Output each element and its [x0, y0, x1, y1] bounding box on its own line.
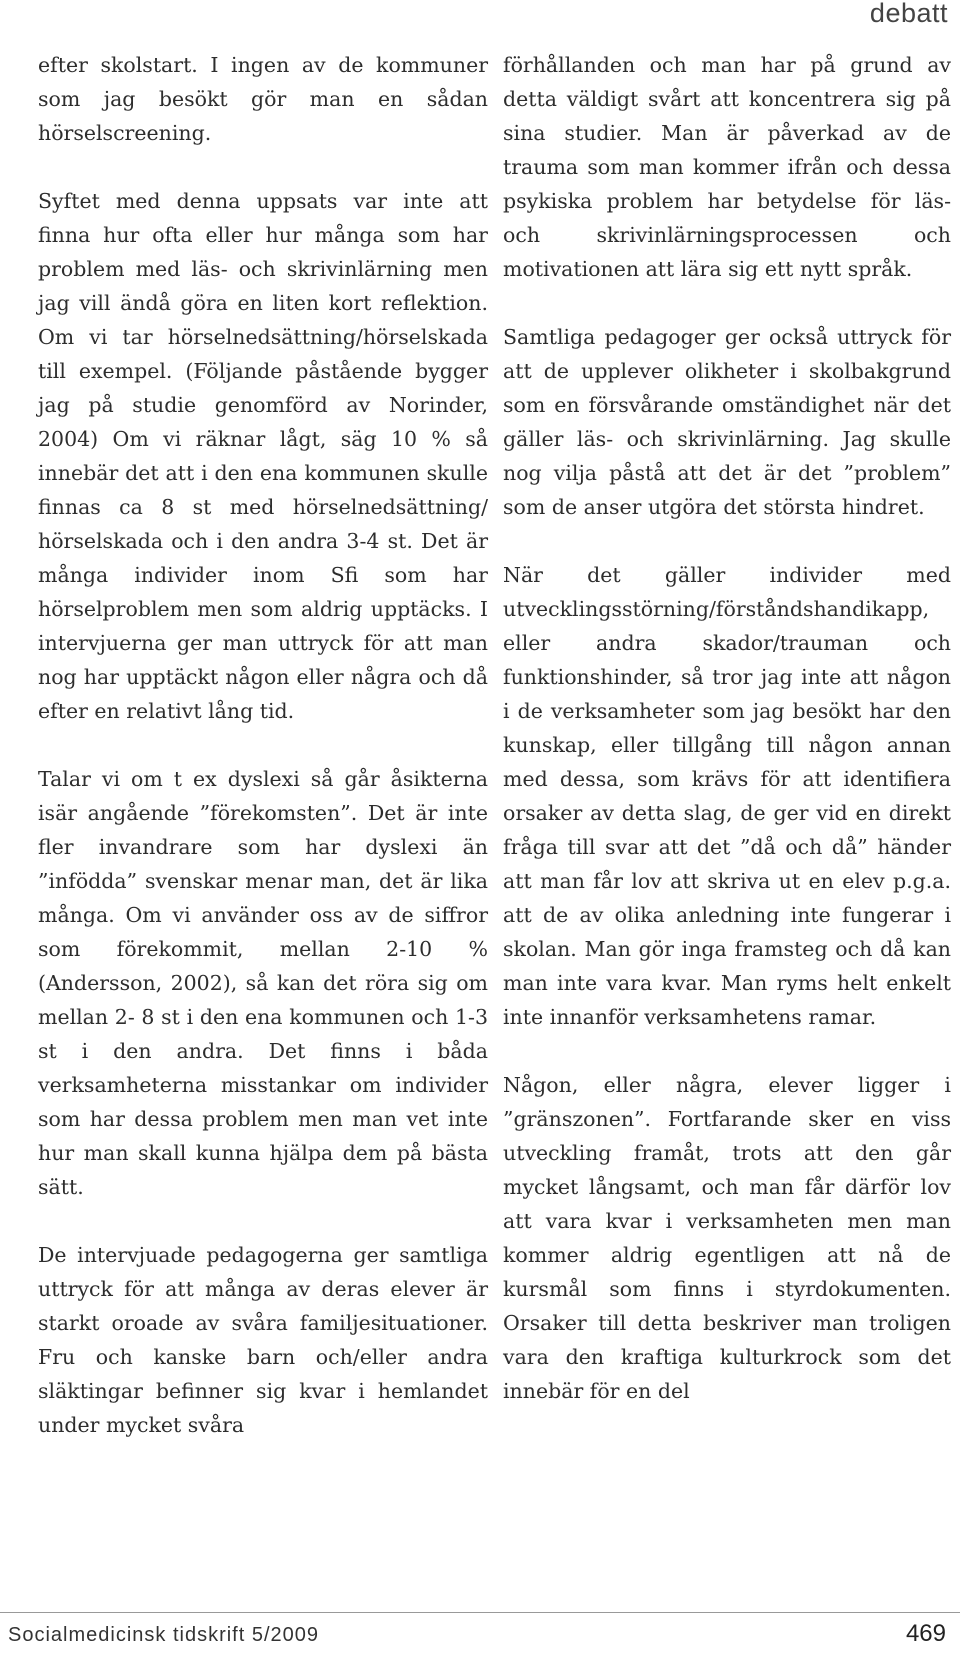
paragraph: Någon, eller några, elever ligger i ”gränszonen”. Fortfarande sker en viss utveckling framåt, trots att den går mycket långsamt, och man får därför lov att vara kvar i verksamheten men man kommer aldrig egentligen att nå de kursmål som finns i styrdokumenten. Orsaker till detta beskriver man troligen vara den kraftiga kulturkrock som det innebär för en del — [503, 1073, 951, 1403]
footer-divider — [0, 1612, 960, 1613]
paragraph: förhållanden och man har på grund av detta väldigt svårt att koncentrera sig på sina studier. Man är påverkad av de trauma som man kommer ifrån och dessa psykiska problem har betydelse för läs- och skrivinlärningsprocessen och motivationen att lära sig ett nytt språk. — [503, 53, 951, 281]
paragraph: Syftet med denna uppsats var inte att finna hur ofta eller hur många som har problem med läs- och skrivinlärning men jag vill ändå göra en liten kort reflektion. Om vi tar hörselnedsättning/hörselskada till exempel. (Följande påstående bygger jag på studie genomförd av Norinder, 2004) Om vi räknar lågt, säg 10 % så innebär det att i den ena kommunen skulle finnas ca 8 st med hörselnedsättning/ hörselskada och i den andra 3-4 st. Det är många individer inom Sfi som har hörselproblem men som aldrig upptäcks. I intervjuerna ger man uttryck för att man nog har upptäckt någon eller några och då efter en relativt lång tid. — [38, 189, 488, 723]
left-column — [38, 48, 488, 1442]
paragraph: Samtliga pedagoger ger också uttryck för att de upplever olikheter i skolbakgrund som en försvårande omständighet när det gäller läs- och skrivinlärning. Jag skulle nog vilja påstå att det är det ”problem” som de anser utgöra det största hindret. — [503, 325, 951, 519]
page-footer — [0, 1612, 960, 1652]
paragraph: efter skolstart. I ingen av de kommuner som jag besökt gör man en sådan hörselscreening. — [38, 53, 488, 145]
page-number: 469 — [905, 1620, 946, 1647]
section-label: debatt — [869, 0, 948, 28]
right-column — [503, 48, 951, 1408]
paragraph: När det gäller individer med utvecklingsstörning/förståndshandikapp, eller andra skador/trauman och funktionshinder, så tror jag inte att någon i de verksamheter som jag besökt har den kunskap, eller tillgång till någon annan med dessa, som krävs för att identifiera orsaker av detta slag, de ger vid en direkt fråga till svar att det ”då och då” händer att man får lov att skriva ut en elev p.g.a. att de av olika anledning inte fungerar i skolan. Man gör inga framsteg och då kan man inte vara kvar. Man ryms helt enkelt inte innanför verksamhetens ramar. — [503, 563, 951, 1029]
journal-title: Socialmedicinsk tidskrift 5/2009 — [8, 1624, 320, 1646]
paragraph: Talar vi om t ex dyslexi så går åsikterna isär angående ”förekomsten”. Det är inte fler invandrare som har dyslexi än ”infödda” svenskar menar man, det är lika många. Om vi använder oss av de siffror som förekommit, mellan 2-10 % (Andersson, 2002), så kan det röra sig om mellan 2- 8 st i den ena kommunen och 1-3 st i den andra. Det finns i båda verksamheterna misstankar om individer som har dessa problem men man vet inte hur man skall kunna hjälpa dem på bästa sätt. — [38, 767, 488, 1199]
paragraph: De intervjuade pedagogerna ger samtliga uttryck för att många av deras elever är starkt oroade av svåra familjesituationer. Fru och kanske barn och/eller andra släktingar befinner sig kvar i hemlandet under mycket svåra — [38, 1243, 488, 1437]
